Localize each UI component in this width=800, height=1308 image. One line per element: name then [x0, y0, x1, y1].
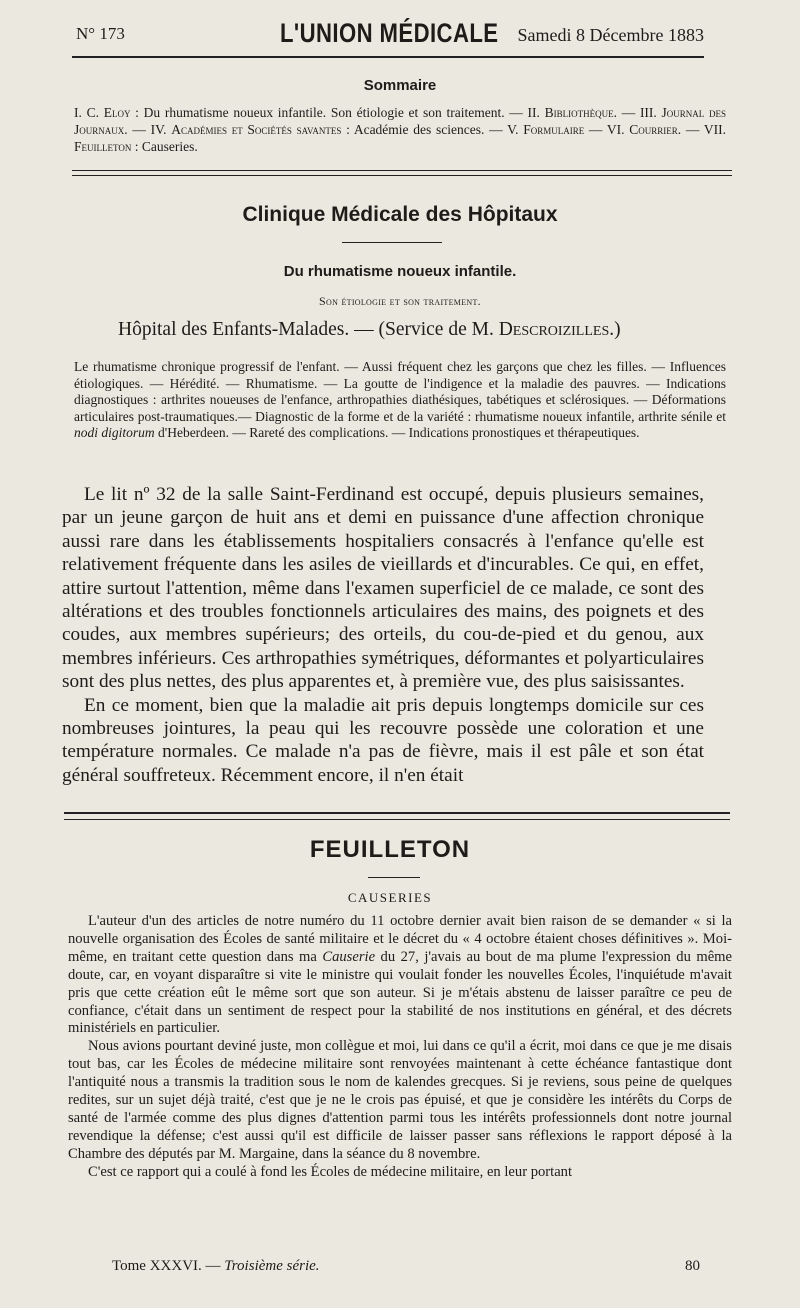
page-number: 80	[685, 1258, 700, 1274]
article-subtitle: Son étiologie et son traitement.	[319, 294, 481, 308]
article-body	[62, 483, 704, 787]
feuilleton-heading: FEUILLETON	[309, 836, 471, 863]
article-summary: Le rhumatisme chronique progressif de l'enfant. — Aussi fréquent chez les garçons que chez les filles. — Influences étiologiques. — Hérédité. — Rhumatisme. — La goutte de l'indigence et la maladie des pauvres. — Indications diagnostiques : arthrites noueuses de l'enfance, arthropathies diathésiques, tabétiques et sclérosiques. — Déformations articulaires post-traumatiques.— Diagnostic de la forme et de la variété : rhumatisme noueux infantile, arthrite sénile et nodi digitorum d'Heberdeen. — Rareté des complications. — Indications pronostiques et thérapeutiques.	[74, 359, 726, 440]
header-rule	[72, 56, 704, 58]
issue-date: Samedi 8 Décembre 1883	[517, 25, 704, 45]
sommaire-text: I. C. Eloy : Du rhumatisme noueux infantile. Son étiologie et son traitement. — II. Bibliothèque. — III. Journal des Journaux. — IV. Académies et Sociétés savantes : Académie des sciences. — V. Formulaire — VI. Courrier. — VII. Feuilleton : Causeries.	[74, 105, 727, 154]
feuilleton-divider	[64, 812, 730, 820]
feuilleton-paragraph: C'est ce rapport qui a coulé à fond les Écoles de médecine militaire, en leur portant	[88, 1163, 573, 1180]
feuilleton-paragraph: Nous avions pourtant deviné juste, mon collègue et moi, lui dans ce qu'il a écrit, moi dans ce que je me disais tout bas, car les Écoles de médecine militaire sont renvoyées maintenant à cette échéance fantastique dont l'antiquité nous a transmis la tradition sous le nom de kalendes grecques. Si je reviens, sous peine de quelques redites, sur un sujet déjà traité, c'est que je ne le crois pas épuisé, et que je considère les intérêts du Corps de santé de l'armée comme des plus dignes d'attention parmi tous les intérêts professionnels dont notre journal revendique la défense; c'est aussi qu'il est difficile de laisser passer sans réflexions le rapport déposé à la Chambre des députés par M. Margaine, dans la séance du 8 novembre.	[68, 1038, 732, 1162]
article-title: Du rhumatisme noueux infantile.	[283, 263, 517, 280]
sommaire-divider	[72, 170, 732, 176]
feuilleton-heading-rule	[368, 877, 420, 878]
issue-number: N° 173	[76, 24, 125, 43]
article-paragraph: En ce moment, bien que la maladie ait pris depuis longtemps domicile sur ces nombreuses jointures, la peau qui les recouvre possède une coloration et une température normales. Ce malade n'a pas de fièvre, mais il est pâle et son état général souffreteux. Récemment encore, il n'en était	[62, 694, 704, 786]
journal-title: L'UNION MÉDICALE	[280, 18, 499, 48]
feuilleton-subheading: CAUSERIES	[347, 890, 433, 905]
hospital-line: Hôpital des Enfants-Malades. — (Service de M. Descroizilles.)	[118, 319, 621, 340]
feuilleton-body	[68, 913, 732, 1182]
volume-info: Tome XXXVI. — Troisième série.	[112, 1258, 320, 1274]
feuilleton-paragraph: L'auteur d'un des articles de notre numéro du 11 octobre dernier avait bien raison de se demander « si la nouvelle organisation des Écoles de santé militaire et le décret du « 4 octobre étaient choses définitives ». Moi-même, en traitant cette question dans ma Causerie du 27, j'avais au bout de ma plume l'expression du même doute, car, en voyant disparaître si vite le ministre qui voulait fonder les nouvelles Écoles, l'inquiétude m'avait pris que cette création eût le même sort que son auteur. Si je m'étais abstenu de laisser paraître ce peu de confiance, c'était dans un sentiment de respect pour la stabilité de nos institutions en général, et des décrets ministériels en particulier.	[68, 913, 732, 1037]
sommaire-heading: Sommaire	[363, 77, 437, 94]
section-heading: Clinique Médicale des Hôpitaux	[242, 203, 558, 226]
article-paragraph: Le lit nº 32 de la salle Saint-Ferdinand est occupé, depuis plusieurs semaines, par un jeune garçon de huit ans et demi en puissance d'une affection chronique aussi rare dans les établissements hospitaliers consacrés à l'enfance qu'elle est relativement fréquente dans les asiles de vieillards et d'incurables. Ce qui, en effet, attire surtout l'attention, même dans l'examen superficiel de ce malade, ce sont des altérations et des troubles fonctionnels articulaires des mains, des poignets et des coudes, aux membres supérieurs; des orteils, du cou-de-pied et du genou, aux membres inférieurs. Ces arthropathies symétriques, déformantes et polyarticulaires sont des plus nettes, des plus apparentes et, à première vue, des plus saisissantes.	[62, 484, 704, 693]
page-footer	[80, 1258, 700, 1282]
section-heading-rule	[342, 242, 442, 243]
masthead	[72, 18, 704, 54]
